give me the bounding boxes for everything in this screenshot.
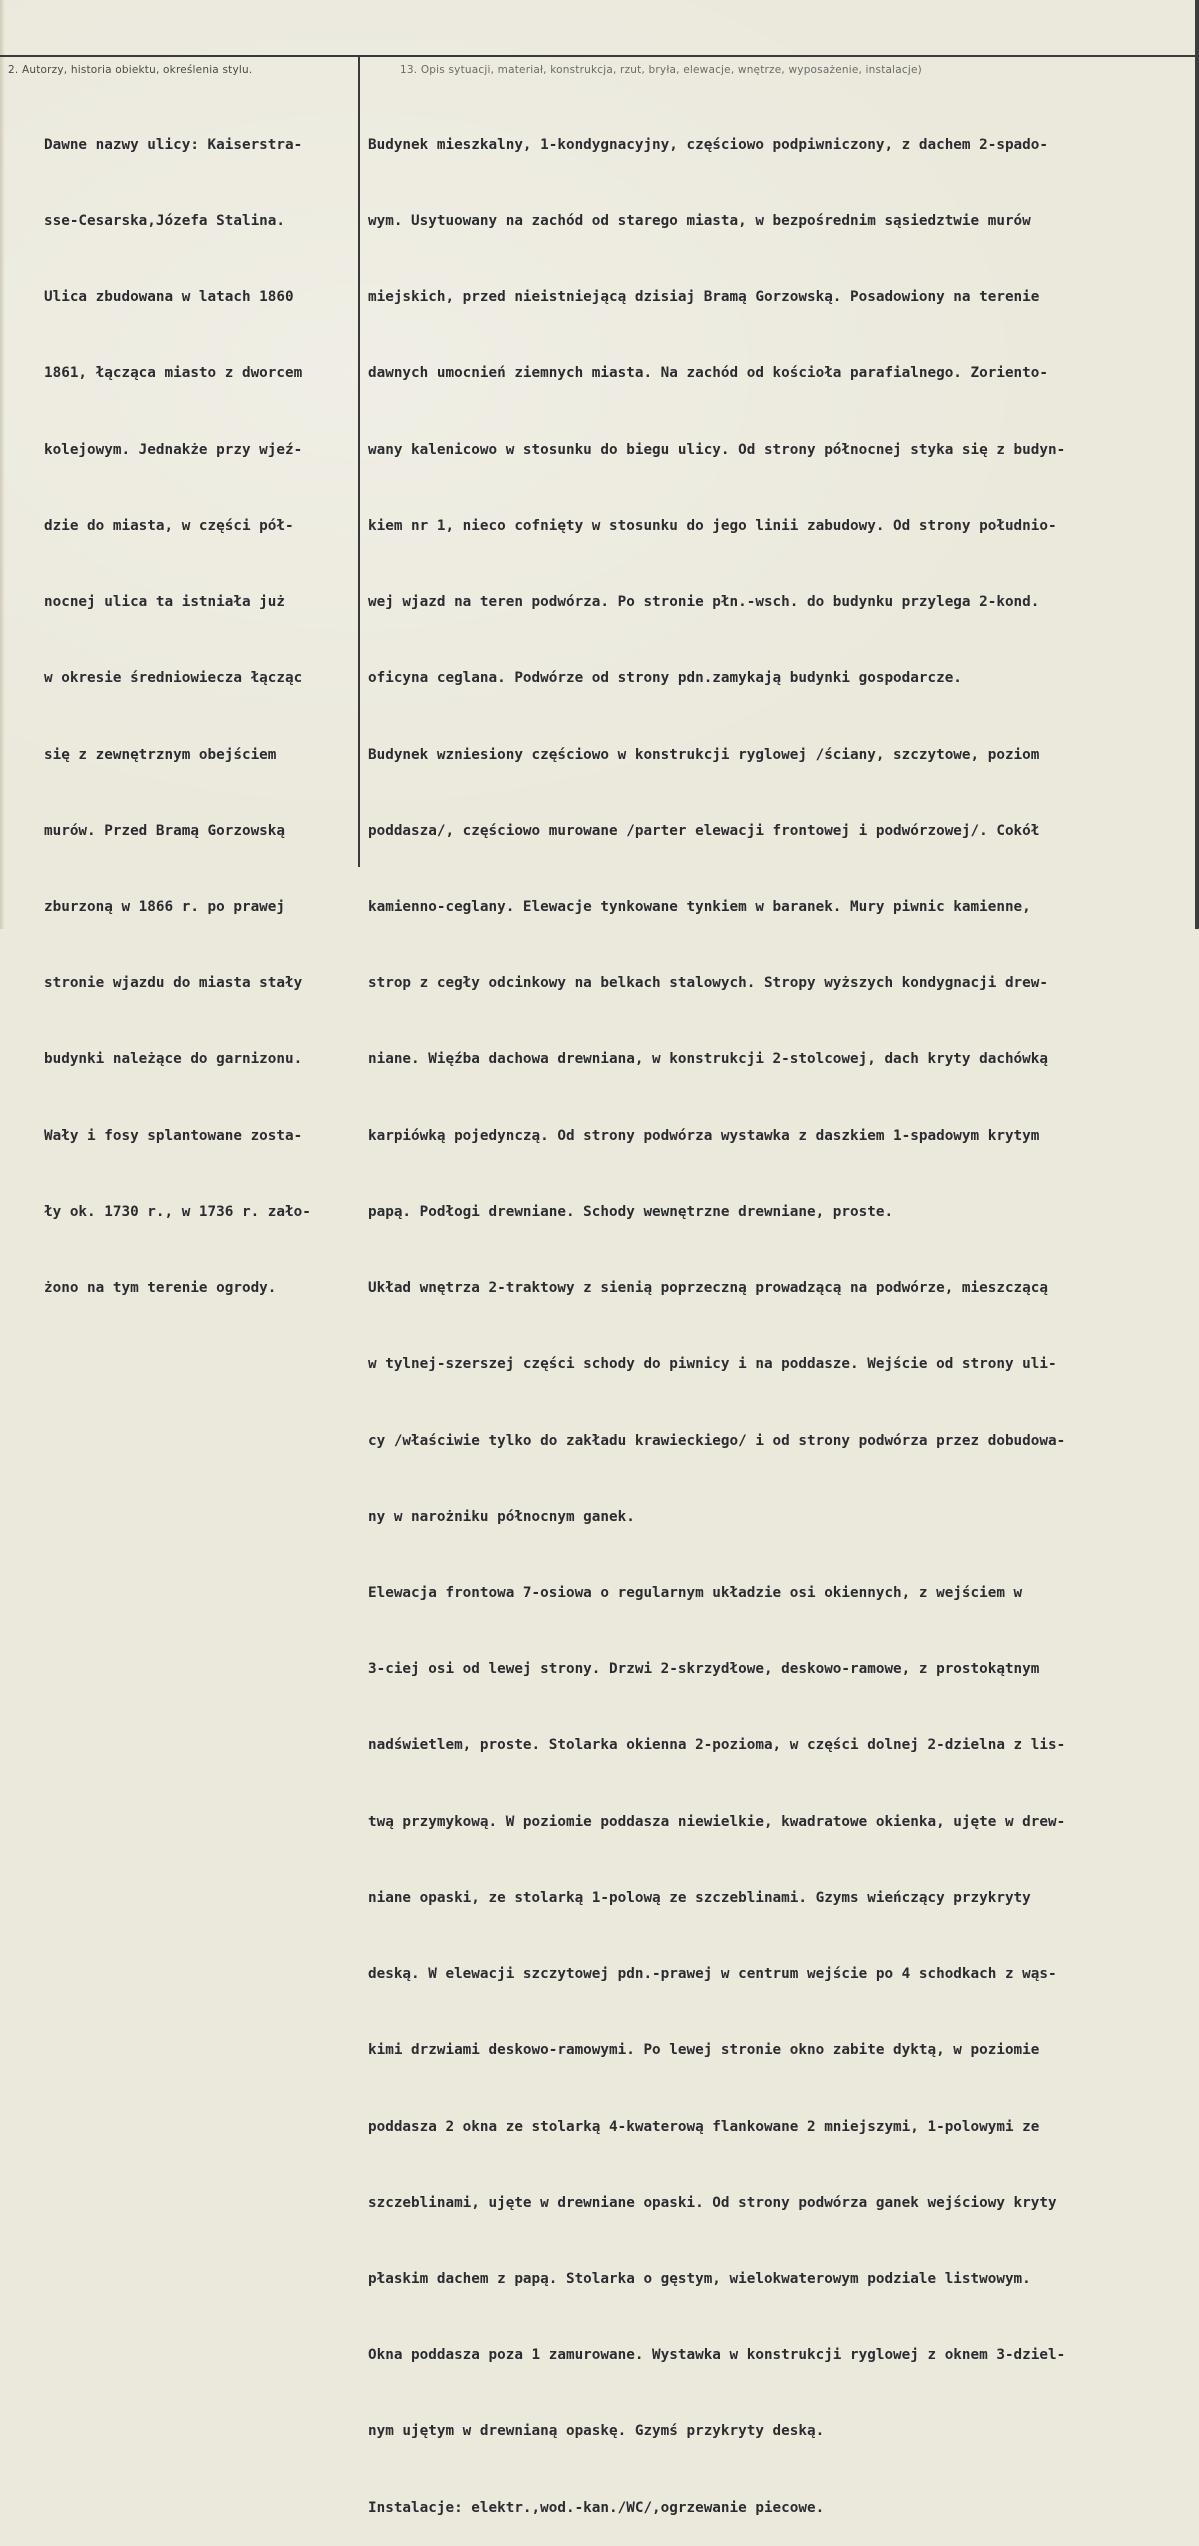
- text-line: strop z cegły odcinkowy na belkach stalowych. Stropy wyższych kondygnacji drew-: [368, 975, 1048, 992]
- text-line: oficyna ceglana. Podwórze od strony pdn.zamykają budynki gospodarcze.: [368, 670, 962, 687]
- text-line: się z zewnętrznym obejściem: [44, 746, 277, 763]
- text-line: Okna poddasza poza 1 zamurowane. Wystawka w konstrukcji ryglowej z oknem 3-dziel-: [368, 2347, 1066, 2364]
- column-divider: [358, 57, 360, 867]
- section-header-left: 2. Autorzy, historia obiektu, określenia stylu.: [8, 64, 253, 76]
- paper-edge-left: [0, 0, 5, 929]
- text-line: w okresie średniowiecza łącząc: [44, 670, 303, 687]
- text-line: Budynek mieszkalny, 1-kondygnacyjny, częściowo podpiwniczony, z dachem 2-spado-: [368, 136, 1048, 153]
- text-line: niane. Więźba dachowa drewniana, w konstrukcji 2-stolcowej, dach kryty dachówką: [368, 1051, 1048, 1068]
- text-line: Elewacja frontowa 7-osiowa o regularnym układzie osi okiennych, z wejściem w: [368, 1584, 1023, 1601]
- text-line: wym. Usytuowany na zachód od starego miasta, w bezpośrednim sąsiedztwie murów: [368, 213, 1031, 230]
- text-line: żono na tym terenie ogrody.: [44, 1280, 277, 1297]
- text-line: 1861, łącząca miasto z dworcem: [44, 365, 303, 382]
- text-line: cy /właściwie tylko do zakładu krawieckiego/ i od strony podwórza przez dobudowa-: [368, 1432, 1066, 1449]
- text-line: ny w narożniku północnym ganek.: [368, 1508, 635, 1525]
- text-line: nocnej ulica ta istniała już: [44, 594, 286, 611]
- text-line: Wały i fosy splantowane zosta-: [44, 1127, 303, 1144]
- text-line: poddasza/, częściowo murowane /parter elewacji frontowej i podwórzowej/. Cokół: [368, 822, 1040, 839]
- text-line: papą. Podłogi drewniane. Schody wewnętrzne drewniane, proste.: [368, 1203, 894, 1220]
- text-line: budynki należące do garnizonu.: [44, 1051, 303, 1068]
- text-line: zburzoną w 1866 r. po prawej: [44, 899, 286, 915]
- text-line: ły ok. 1730 r., w 1736 r. zało-: [44, 1203, 311, 1220]
- text-line: 3-ciej osi od lewej strony. Drzwi 2-skrzydłowe, deskowo-ramowe, z prostokątnym: [368, 1661, 1040, 1678]
- section-header-right: 13. Opis sytuacji, materiał, konstrukcja, rzut, bryła, elewacje, wnętrze, wyposażenie, instalacje): [400, 64, 922, 76]
- text-line: miejskich, przed nieistniejącą dzisiaj Bramą Gorzowską. Posadowiony na terenie: [368, 289, 1040, 306]
- text-line: sse-Cesarska,Józefa Stalina.: [44, 213, 286, 230]
- text-line: stronie wjazdu do miasta stały: [44, 975, 303, 992]
- history-text-column: [44, 82, 311, 1327]
- text-line: Instalacje: elektr.,wod.-kan./WC/,ogrzewanie piecowe.: [368, 2499, 825, 2516]
- text-line: wej wjazd na teren podwórza. Po stronie płn.-wsch. do budynku przylega 2-kond.: [368, 594, 1040, 611]
- text-line: poddasza 2 okna ze stolarką 4-kwaterową flankowane 2 mniejszymi, 1-polowymi ze: [368, 2118, 1040, 2135]
- description-text-column: [368, 82, 1065, 2546]
- text-line: niane opaski, ze stolarką 1-polową ze szczeblinami. Gzyms wieńczący przykryty: [368, 1889, 1031, 1906]
- text-line: w tylnej-szerszej części schody do piwnicy i na poddasze. Wejście od strony uli-: [368, 1356, 1057, 1373]
- text-line: Dawne nazwy ulicy: Kaiserstra-: [44, 136, 303, 153]
- horizontal-rule: [0, 55, 1199, 57]
- text-line: szczeblinami, ujęte w drewniane opaski. Od strony podwórza ganek wejściowy kryty: [368, 2194, 1057, 2211]
- text-line: Układ wnętrza 2-traktowy z sienią poprzeczną prowadzącą na podwórze, mieszczącą: [368, 1280, 1048, 1297]
- text-line: twą przymykową. W poziomie poddasza niewielkie, kwadratowe okienka, ujęte w drew-: [368, 1813, 1066, 1830]
- text-line: murów. Przed Bramą Gorzowską: [44, 822, 286, 839]
- text-line: nadświetlem, proste. Stolarka okienna 2-poziomа, w części dolnej 2-dzielna z lis-: [368, 1737, 1066, 1754]
- text-line: kolejowym. Jednakże przy wjeź-: [44, 441, 303, 458]
- text-line: nym ujętym w drewnianą opaskę. Gzymś przykryty deską.: [368, 2423, 825, 2440]
- paper-edge-right: [1195, 0, 1199, 929]
- text-line: płaskim dachem z papą. Stolarka o gęstym, wielokwaterowym podziale listwowym.: [368, 2270, 1031, 2287]
- text-line: karpiówką pojedynczą. Od strony podwórza wystawka z daszkiem 1-spadowym krytym: [368, 1127, 1040, 1144]
- text-line: dawnych umocnień ziemnych miasta. Na zachód od kościoła parafialnego. Zoriento-: [368, 365, 1048, 382]
- text-line: Ulica zbudowana w latach 1860: [44, 289, 294, 306]
- text-line: dzie do miasta, w części pół-: [44, 517, 294, 534]
- text-line: kiem nr 1, nieco cofnięty w stosunku do jego linii zabudowy. Od strony południo-: [368, 517, 1057, 534]
- text-line: wany kalenicowo w stosunku do biegu ulicy. Od strony północnej styka się z budyn-: [368, 441, 1066, 458]
- text-line: Budynek wzniesiony częściowo w konstrukcji ryglowej /ściany, szczytowe, poziom: [368, 746, 1040, 763]
- text-line: kamienno-ceglany. Elewacje tynkowane tynkiem w baranek. Mury piwnic kamienne,: [368, 899, 1031, 915]
- text-line: deską. W elewacji szczytowej pdn.-prawej w centrum wejście po 4 schodkach z wąs-: [368, 1966, 1057, 1983]
- text-line: kimi drzwiami deskowo-ramowymi. Po lewej stronie okno zabite dyktą, w poziomie: [368, 2042, 1040, 2059]
